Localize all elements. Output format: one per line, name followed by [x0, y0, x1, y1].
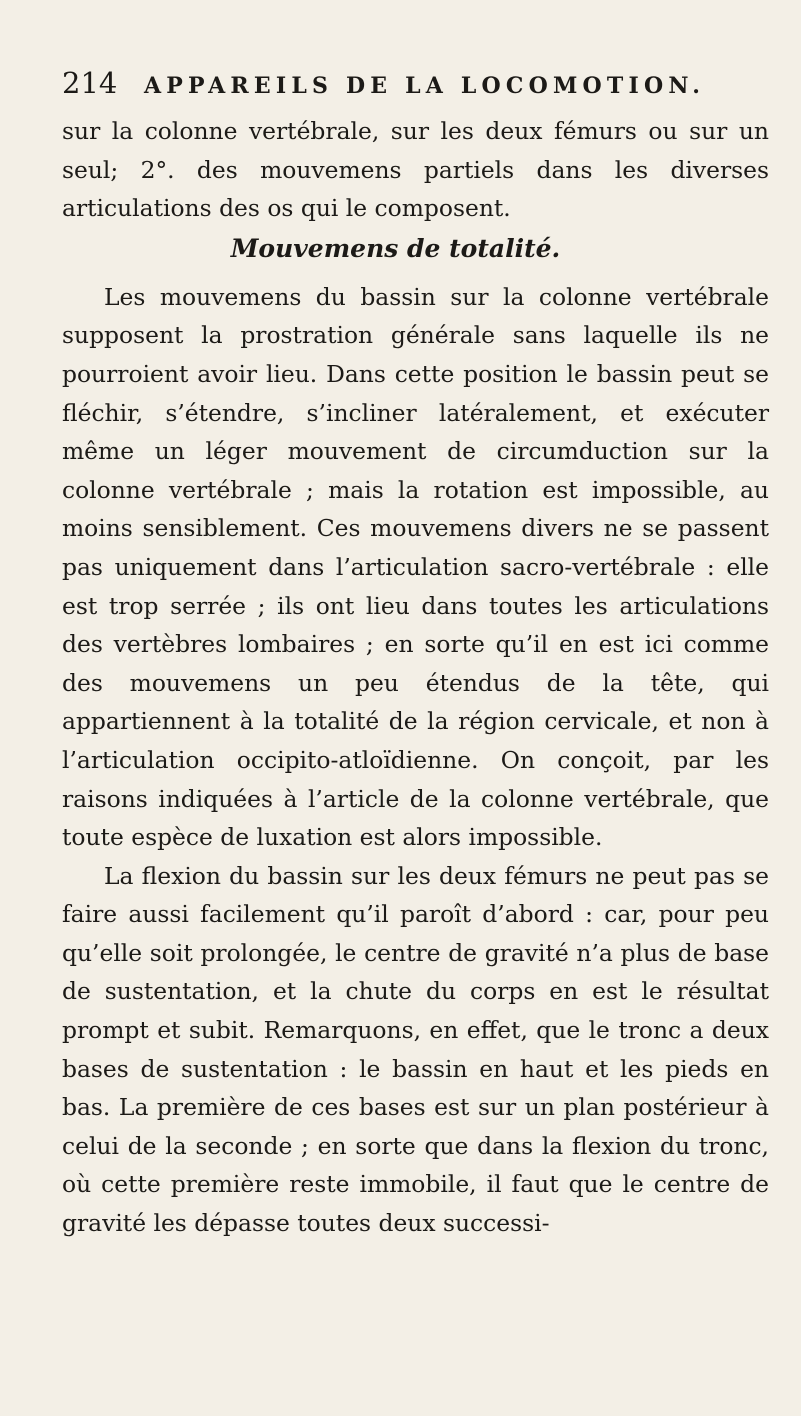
paragraph-2: La flexion du bassin sur les deux fémurs ne peut pas se faire aussi facilement qu’il paroît d’abord : car, pour peu qu’elle soit prolongée, le centre de gravité n’a plus de base de sustentation, et la chute du corps en est le résultat prompt et subit. Remarquons, en effet, que le tronc a deux bases de sustentation : le bassin en haut et les pieds en bas. La première de ces bases est sur un plan postérieur à celui de la seconde ; en sorte que dans la flexion du tronc, où cette première reste immobile, il faut que le centre de gravité les dépasse toutes deux successi- — [62, 861, 769, 1238]
page-number: 214 — [62, 66, 118, 100]
intro-paragraph: sur la colonne vertébrale, sur les deux fémurs ou sur un seul; 2°. des mouvemens partiels dans les diverses articulations des os qui le composent. — [62, 117, 769, 223]
running-title: APPAREILS DE LA LOCOMOTION. — [144, 73, 706, 99]
paragraph-1: Les mouvemens du bassin sur la colonne vertébrale supposent la prostration générale sans laquelle ils ne pourroient avoir lieu. Dans cette position le bassin peut se fléchir, s’étendre, s’incliner latéralement, et exécuter même un léger mouvement de circumduction sur la colonne vertébrale ; mais la rotation est impossible, au moins sensiblement. Ces mouvemens divers ne se passent pas uniquement dans l’articulation sacro-vertébrale : elle est trop serrée ; ils ont lieu dans toutes les articulations des vertèbres lombaires ; en sorte qu’il en est ici comme des mouvemens un peu étendus de la tête, qui appartiennent à la totalité de la région cervicale, et non à l’articulation occipito-atloïdienne. On conçoit, par les raisons indiquées à l’article de la colonne vertébrale, que toute espèce de luxation est alors impossible. — [62, 282, 769, 852]
section-heading: Mouvemens de totalité. — [230, 233, 561, 263]
running-header — [62, 66, 769, 112]
